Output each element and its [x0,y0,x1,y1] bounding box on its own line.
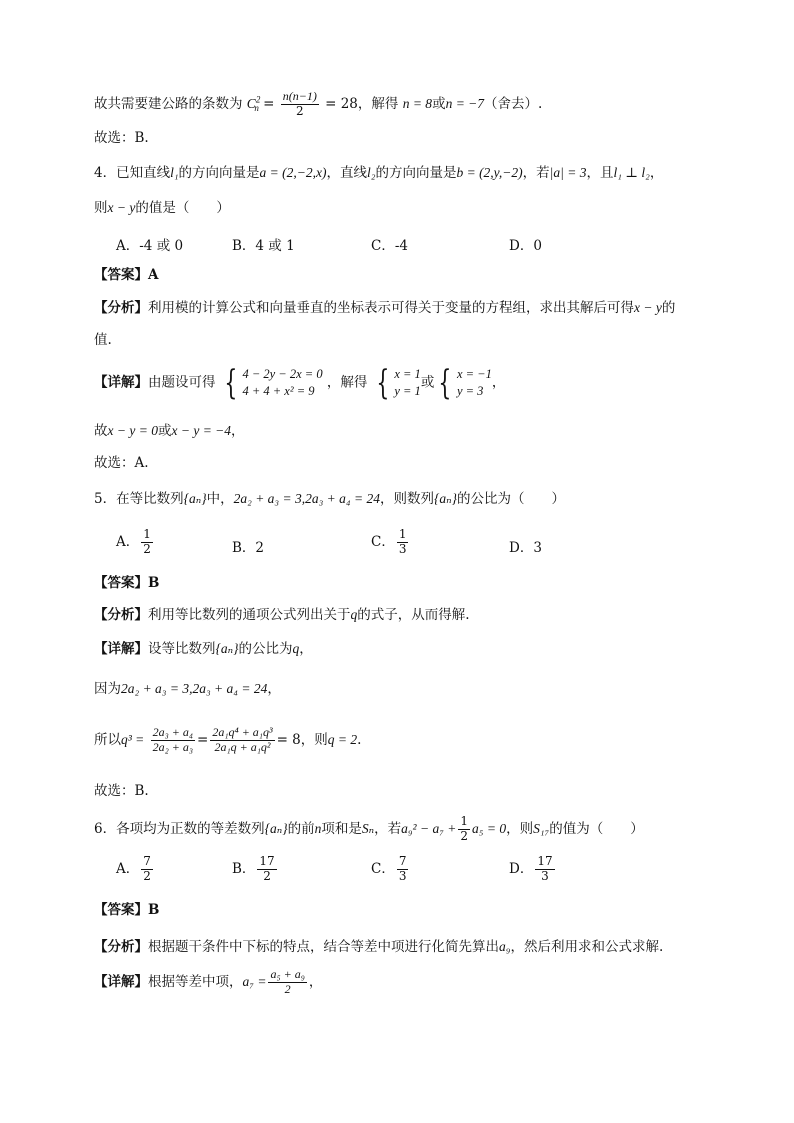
q4-option-b: B．4 或 1 [232,238,295,254]
combination-symbol: $C^2_n$ [246,94,261,114]
q5-because: 因为2a₂ + a₃ = 3,2a₃ + a₄ = 24， [94,681,281,697]
q6-option-a: A． $\frac{7}{2}$ [116,854,151,883]
q4-conclusion: 故x − y = 0或x − y = −4， [94,423,245,439]
q4-option-d: D．0 [509,238,542,254]
q4-option-c: C．-4 [371,238,408,254]
solution-line-count: 故共需要建公路的条数为 $C^2_n$ = $\frac{n(n-1)}{2}$ = 28，解得 n = 8或n = −7（舍去）. [94,89,543,118]
choose-line: 故选：B. [94,130,149,146]
q4-analysis: 【分析】利用模的计算公式和向量垂直的坐标表示可得关于变量的方程组，求出其解后可得x − y的 [94,300,676,316]
q6-option-b: B． $\frac{17}{2}$ [232,854,275,883]
text: 故共需要建公路的条数为 [94,95,243,112]
q5-option-b: B．2 [232,540,265,556]
q4-detail: 【详解】由题设可得 { 4 − 2y − 2x = 0 4 + 4 + x² = 9 ，解得 { x = 1 y = 1 或 { x = −1 y = 3 ， [94,363,506,403]
q4-choose: 故选：A. [94,455,149,471]
question-5-stem: 5．在等比数列{aₙ}中，2a₂ + a₃ = 3,2a₃ + a₄ = 24，则数列{aₙ}的公比为（ ） [94,491,565,507]
q5-so: 所以q³ = $\frac{\text{2a₃ + a₄}}{\text{2a₂ + a₃}}$ = $\frac{\text{2a₁q⁴ + a₁q³}}{\text{2a₁q + a₁q²}}$ = 8，则q = 2. [94,725,362,754]
q4-analysis-line2: 值. [94,332,112,348]
question-4-stem: 4．已知直线l₁的方向向量是a = (2,−2,x)，直线l₂的方向向量是b = (2,y,−2)，若|a| = 3，且l₁ ⊥ l₂， [94,165,664,181]
q4-answer: 【答案】A [94,267,159,283]
q6-option-d: D． $\frac{17}{3}$ [509,854,553,883]
q4-option-a: A．-4 或 0 [116,238,184,254]
q5-analysis: 【分析】利用等比数列的通项公式列出关于q的式子，从而得解. [94,607,470,623]
q5-choose: 故选：B. [94,783,149,799]
q5-detail: 【详解】设等比数列{aₙ}的公比为q， [94,641,313,657]
question-4-stem-line2: 则x − y的值是（ ） [94,200,230,216]
q5-answer: 【答案】B [94,575,160,591]
q5-option-a: A． $\frac{1}{2}$ [116,527,151,556]
q6-answer: 【答案】B [94,902,160,918]
q5-option-d: D．3 [509,540,542,556]
q6-detail: 【详解】根据等差中项，a₇ = $\frac{\text{a₅ + a₉}}{2}$ ， [94,967,323,996]
fraction: $\frac{n(n-1)}{2}$ [282,89,317,118]
q5-option-c: C． $\frac{1}{3}$ [371,527,407,556]
q6-option-c: C． $\frac{7}{3}$ [371,854,407,883]
q6-analysis: 【分析】根据题干条件中下标的特点，结合等差中项进行化简先算出a₉，然后利用求和公式求解. [94,939,664,955]
question-6-stem: 6．各项均为正数的等差数列{aₙ}的前n项和是Sₙ，若a₉² − a₇ + $\frac{1}{2}$ a₅ = 0，则S₁₇的值为（ ） [94,814,644,843]
